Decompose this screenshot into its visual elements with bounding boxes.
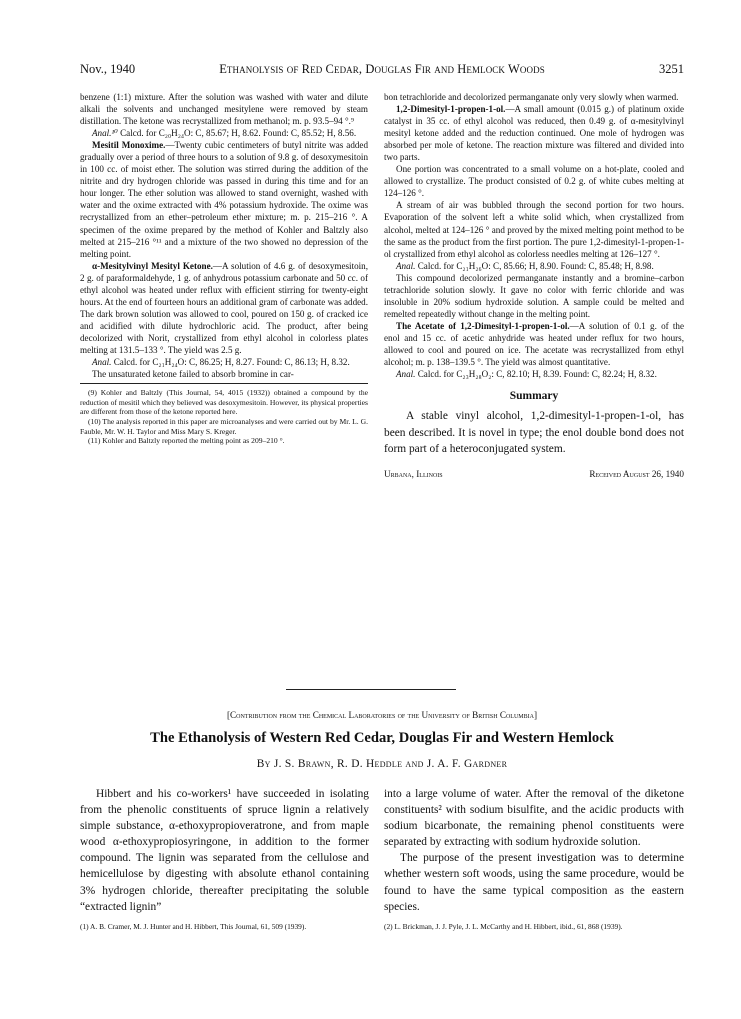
analysis-text: Calcd. for C₂₀H₂₄O: C, 85.67; H, 8.62. Found: C, 85.52; H, 8.56. [117, 128, 357, 139]
place-date-line [384, 468, 684, 480]
analysis-line [384, 368, 684, 380]
contribution-line: [Contribution from the Chemical Laboratories of the University of British Columbia] [226, 710, 538, 720]
footnote: (1) A. B. Cramer, M. J. Hunter and H. Hibbert, This Journal, 61, 509 (1939). [80, 921, 307, 931]
article-byline: By J. S. Brawn, R. D. Heddle and J. A. F. Gardner [256, 758, 508, 770]
left-text-column [80, 91, 368, 446]
paragraph [384, 103, 684, 163]
paragraph-text: —A small amount (0.015 g.) of platinum oxide catalyst in 35 cc. of ethyl alcohol was reduced, then 0.49 g. of α-mesitylvinyl mesityl ketone added and the reduction continued. One mole of hydrogen was absorbed per mole of ketone. The reaction mixture was filtered and divided into two parts. [384, 104, 684, 163]
footnote: (2) L. Brickman, J. J. Pyle, J. L. McCarthy and H. Hibbert, ibid., 61, 868 (1939). [384, 921, 623, 931]
paragraph [384, 320, 684, 368]
analysis-label: Anal. [396, 369, 416, 380]
issue-date: Nov., 1940 [80, 62, 136, 76]
analysis-label: Anal. [396, 260, 416, 271]
right-text-column [384, 91, 684, 480]
running-title: Ethanolysis of Red Cedar, Douglas Fir and Hemlock Woods [219, 62, 545, 76]
analysis-line [80, 356, 368, 368]
analysis-label: Anal. [92, 357, 112, 368]
paragraph [80, 260, 368, 356]
paragraph-text: —Twenty cubic centimeters of butyl nitrite was added gradually over a period of three hours to a solution of 9.8 g. of desoxymesitoin in 100 cc. of moist ether. The solution was stirred during the addition of the nitrite and dry hydrogen chloride was passed in during this time and for an hour longer. The ether solution was allowed to stand overnight, washed with water and the oxime extracted with 4% potassium hydroxide. The oxime was recrystallized from an ether–petroleum ether mixture; m. p. 215–216 °. A specimen of the oxime prepared by the method of Kohler and Baltzly also melted at 215–216 °¹¹ and a mixture of the two showed no depression of the melting point. [80, 140, 369, 259]
section-heading: α-Mesitylvinyl Mesityl Ketone. [92, 260, 213, 271]
analysis-text: Calcd. for C₂₃H₂₈O₂: C, 82.10; H, 8.39. Found: C, 82.24; H, 8.32. [415, 369, 657, 380]
paragraph: This compound decolorized permanganate instantly and a bromine–carbon tetrachloride solution slowly. It gave no color with ferric chloride and was insoluble in 20% sodium hydroxide solution. A sample could be melted and remelted repeatedly without change in the melting point. [384, 272, 684, 319]
paragraph: into a large volume of water. After the removal of the diketone constituents² with sodium bisulfite, and the acidic products with sodium bicarbonate, the remaining phenol constituents were separated by extracting with sodium hydroxide solution. [384, 788, 684, 849]
footnotes [80, 388, 368, 446]
footnote: (10) The analysis reported in this paper are microanalyses and were carried out by Mr. L. G. Fauble, Mr. W. H. Taylor and Miss Mary S. Kreger. [80, 416, 368, 436]
article-title: The Ethanolysis of Western Red Cedar, Douglas Fir and Western Hemlock [150, 730, 614, 746]
analysis-text: Calcd. for C₂₁H₂₄O: C, 86.25; H, 8.27. Found: C, 86.13; H, 8.32. [111, 357, 350, 368]
section-heading: The Acetate of 1,2-Dimesityl-1-propen-1-ol. [396, 320, 570, 331]
summary-text: A stable vinyl alcohol, 1,2-dimesityl-1-propen-1-ol, has been described. It is novel in type; the enol double bond does not form part of a heteroconjugated system. [384, 410, 684, 456]
footnote: (11) Kohler and Baltzly reported the melting point as 209–210 °. [88, 436, 285, 446]
summary-heading: Summary [509, 390, 559, 403]
analysis-line [80, 127, 368, 139]
section-heading: 1,2-Dimesityl-1-propen-1-ol. [396, 104, 506, 115]
paragraph: Hibbert and his co-workers¹ have succeeded in isolating from the phenolic constituents of spruce lignin a relatively simple substance, α-ethoxypropioveratrone, and from maple wood α-ethoxypropiosyringone, in addition to the former compound. The lignin was separated from the cellulose and hemicellulose by digesting with absolute ethanol containing 3% hydrogen chloride, thereafter precipitating the soluble “extracted lignin” [80, 788, 369, 913]
received-date: Received August 26, 1940 [589, 468, 684, 479]
paragraph: The purpose of the present investigation was to determine whether western soft woods, using the same procedure, would be found to have the same typical composition as the eastern species. [384, 852, 684, 913]
analysis-label: Anal.¹⁰ [92, 128, 118, 139]
analysis-text: Calcd. for C₂₁H₂₆O: C, 85.66; H, 8.90. Found: C, 85.48; H, 8.98. [415, 260, 654, 271]
article-right-column [384, 786, 684, 931]
footnote-rule [80, 383, 368, 384]
paragraph-text: —A solution of 4.6 g. of desoxymesitoin, 2 g. of paraformaldehyde, 1 g. of anhydrous potassium carbonate and 50 cc. of ethyl alcohol was heated under reflux with efficient stirring for twenty-eight hours. At the end of fourteen hours an additional gram of carbonate was added. The dark brown solution was allowed to cool, poured on 150 g. of cracked ice and acidified with dilute hydrochloric acid. The product, after being decolorized with Norit, crystallized from ethyl alcohol in colorless plates melting at 131.5–133 °. The yield was 2.5 g. [80, 260, 368, 355]
paragraph: One portion was concentrated to a small volume on a hot-plate, cooled and allowed to crystallize. The product consisted of 0.2 g. of white cubes melting at 124–126 °. [384, 164, 684, 199]
page-number: 3251 [659, 62, 684, 76]
paragraph: The unsaturated ketone failed to absorb bromine in car- [92, 369, 294, 380]
paragraph: bon tetrachloride and decolorized permanganate only very slowly when warmed. [384, 92, 679, 102]
article-left-column [80, 786, 369, 931]
section-heading: Mesitil Monoxime. [92, 140, 166, 151]
paragraph: benzene (1:1) mixture. After the solution was washed with water and dilute alkali the solvents and unchanged mesitylene were removed by steam distillation. The ketone was recrystallized from methanol; m. p. 93.5–94 °.⁹ [80, 92, 368, 127]
analysis-line [384, 260, 684, 272]
paragraph [80, 139, 368, 259]
paragraph: A stream of air was bubbled through the second portion for two hours. Evaporation of the solvent left a white solid which, when crystallized from alcohol, melted at 124–126 ° and proved by the mixed melting point method to be the same as the product from the first portion. The pure 1,2-dimesityl-1-propen-1-ol crystallized from ethyl alcohol as colorless needles melting at 126–127 °. [384, 200, 684, 259]
place: Urbana, Illinois [384, 468, 443, 479]
article-divider [286, 689, 456, 690]
footnote: (9) Kohler and Baltzly (This Journal, 54, 4015 (1932)) obtained a compound by the reduction of mesitil which they believed was desoxymesitoin. However, its physical properties are different from those of the ketone reported here. [80, 388, 368, 417]
paragraph-text: —A solution of 0.1 g. of the enol and 15 cc. of acetic anhydride was heated under reflux for two hours, allowed to cool and poured on ice. The acetate was recrystallized from ethyl alcohol; m. p. 138–139.5 °. The yield was almost quantitative. [384, 320, 684, 368]
running-header [80, 62, 684, 80]
